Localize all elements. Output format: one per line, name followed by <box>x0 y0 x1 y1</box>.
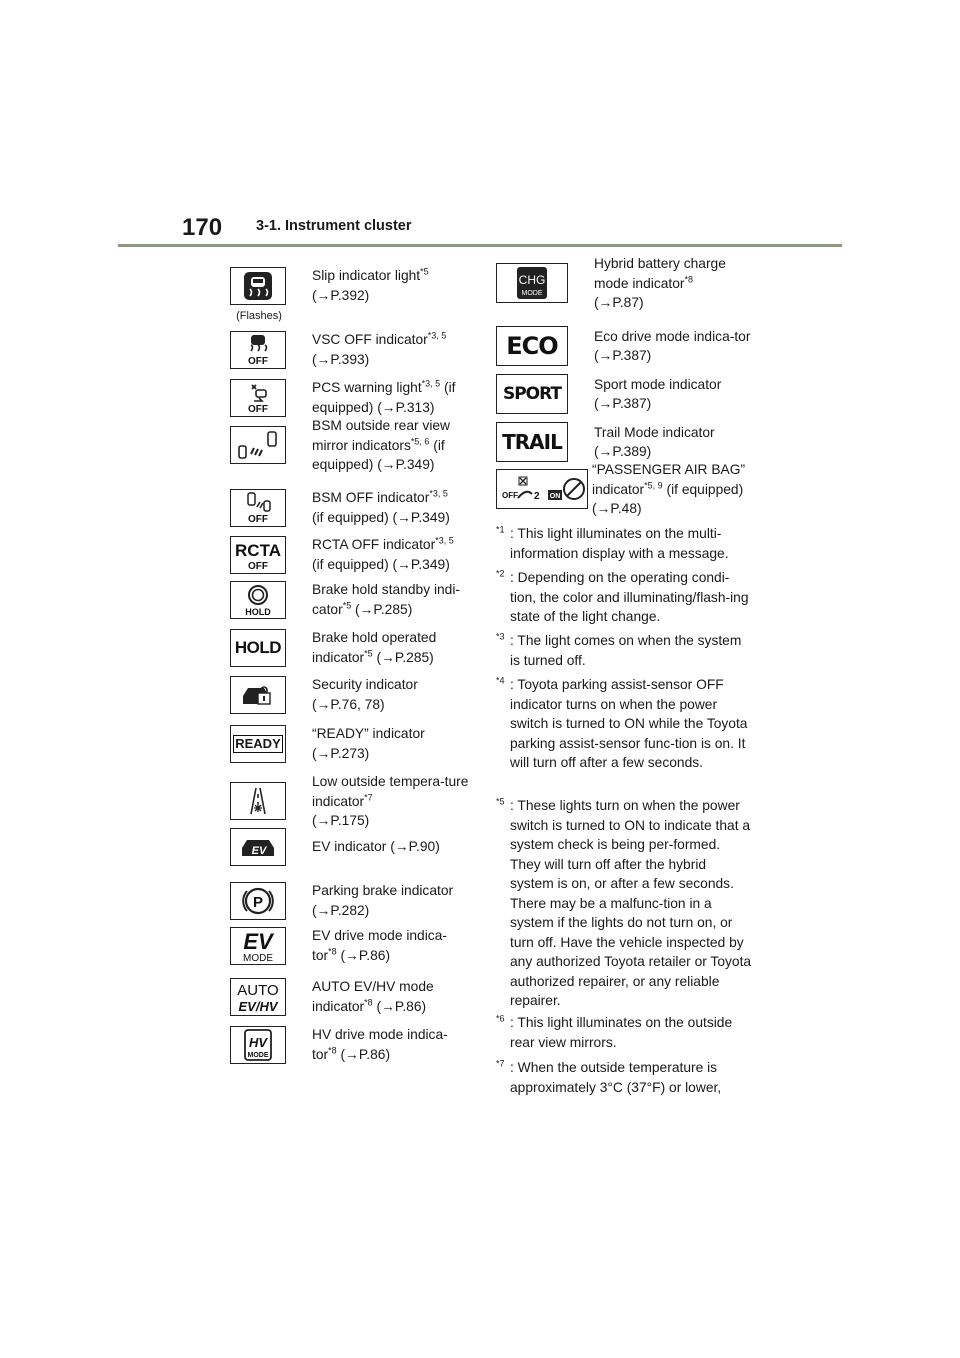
off-label: OFF <box>248 355 268 367</box>
indicator-row-trail <box>496 422 752 462</box>
footnote: $^{*3}$ : The light comes on when the system is turned off. <box>496 631 742 668</box>
sport-icon <box>496 374 568 414</box>
footnote: $^{*2}$ : Depending on the operating condi-tion, the color and illuminating/flash-ing state of the light change. <box>496 568 749 624</box>
rcta-label: RCTA <box>235 540 281 560</box>
indicator-row-passenger-airbag <box>496 460 758 519</box>
pcs-warning-icon <box>230 379 286 417</box>
ev-label: EV <box>251 845 267 857</box>
indicator-desc: Sport mode indicator (→P.387) <box>594 376 722 411</box>
on-label: ON <box>549 493 561 501</box>
indicator-row-slip <box>230 266 470 322</box>
ev-label: EV <box>243 928 273 954</box>
indicator-row-auto-evhv <box>230 977 470 1016</box>
indicator-row-eco <box>496 326 752 366</box>
mode-label: MODE <box>243 952 273 964</box>
footnote: $^{*7}$ : When the outside temperature is approximately 3°C (37°F) or lower, <box>496 1058 722 1095</box>
auto-label: AUTO <box>237 981 279 999</box>
indicator-desc: HV drive mode indica-tor$^{*8}$ (→P.86) <box>312 1027 448 1062</box>
off-label: OFF <box>502 491 518 501</box>
indicator-desc: AUTO EV/HV mode indicator$^{*8}$ (→P.86) <box>312 979 434 1014</box>
low-temp-icon <box>230 782 286 820</box>
trail-icon <box>496 422 568 462</box>
footnote: $^{*6}$ : This light illuminates on the outside rear view mirrors. <box>496 1013 733 1050</box>
bsm-off-icon <box>230 489 286 527</box>
indicator-row-rcta-off <box>230 535 470 574</box>
hv-mode-icon <box>230 1026 286 1064</box>
indicator-row-chg-mode <box>496 254 752 313</box>
indicator-desc: VSC OFF indicator$^{*3, 5}$ (→P.393) <box>312 330 447 367</box>
footnote: $^{*1}$ : This light illuminates on the multi-information display with a message. <box>496 524 729 561</box>
vsc-off-icon <box>230 331 286 369</box>
eco-icon <box>496 326 568 366</box>
page-number: 170 <box>182 214 223 241</box>
ev-mode-icon <box>230 927 286 965</box>
indicator-row-security <box>230 675 470 714</box>
brake-hold-standby-icon <box>230 581 286 619</box>
svg-text:2: 2 <box>534 491 540 503</box>
footnote: $^{*5}$ : These lights turn on when the power switch is turned to ON to indicate that a system check is being per-formed. They will turn off after the hybrid system is on, or after a few seconds. There may be a malfunc-tion in a system if the lights do not turn on, or turn off. Have the vehicle inspected by any authorized Toyota retailer or Toyota authorized repairer, or any reliable repairer. <box>496 796 752 1008</box>
off-label: OFF <box>248 513 268 525</box>
indicator-row-brake-hold-standby <box>230 580 470 619</box>
indicator-row-ready <box>230 724 470 763</box>
indicator-row-bsm-off <box>230 488 470 527</box>
indicator-desc: Brake hold operated indicator$^{*5}$ (→P.285) <box>312 630 437 665</box>
indicator-row-vsc-off <box>230 330 470 369</box>
trail-label: TRAIL <box>502 430 562 454</box>
indicator-desc: BSM outside rear view mirror indicators$^{*5, 6}$ (if equipped) (→P.349) <box>312 418 451 472</box>
indicator-desc: “READY” indicator (→P.273) <box>312 726 425 761</box>
indicator-row-bsm-mirror <box>230 416 470 475</box>
indicator-row-hold <box>230 628 470 667</box>
indicator-desc: Low outside tempera-ture indicator$^{*7}$ (→P.175) <box>312 774 469 828</box>
mode-label: MODE <box>521 290 543 298</box>
security-indicator-icon <box>230 676 286 714</box>
hv-label: HV <box>248 1034 268 1050</box>
indicator-desc: BSM OFF indicator$^{*3, 5}$ (if equipped) (→P.349) <box>312 488 450 525</box>
indicator-row-hv-mode <box>230 1025 470 1064</box>
indicator-desc: Parking brake indicator (→P.282) <box>312 883 454 918</box>
ready-icon <box>230 725 286 763</box>
indicator-desc: PCS warning light$^{*3, 5}$ (if equipped) (→P.313) <box>312 378 456 415</box>
p-label: P <box>252 893 264 911</box>
indicator-desc: EV indicator (→P.90) <box>312 839 440 855</box>
hold-label: HOLD <box>245 606 271 617</box>
indicator-desc: EV drive mode indica-tor$^{*8}$ (→P.86) <box>312 928 447 963</box>
section-title: 3-1. Instrument cluster <box>256 218 412 234</box>
auto-evhv-icon <box>230 978 286 1016</box>
flashes-note: (Flashes) <box>236 309 282 322</box>
indicator-desc: Brake hold standby indi-cator$^{*5}$ (→P.285) <box>312 582 461 617</box>
off-label: OFF <box>248 560 268 572</box>
bsm-mirror-icon <box>230 426 286 464</box>
off-label: OFF <box>248 403 268 415</box>
chg-label: CHG <box>518 273 546 288</box>
indicator-row-pcs <box>230 378 470 417</box>
mode-label: MODE <box>247 1051 269 1059</box>
indicator-desc: RCTA OFF indicator$^{*3, 5}$ (if equipped) (→P.349) <box>312 535 454 572</box>
indicator-desc: Hybrid battery charge mode indicator$^{*8}$ (→P.87) <box>594 256 726 310</box>
slip-indicator-icon <box>230 267 286 322</box>
parking-brake-icon <box>230 882 286 920</box>
indicator-desc: Security indicator (→P.76, 78) <box>312 677 418 712</box>
ready-label: READY <box>235 735 281 751</box>
rcta-off-icon <box>230 536 286 574</box>
indicator-row-sport <box>496 374 752 414</box>
indicator-row-ev-mode <box>230 926 470 965</box>
eco-label: ECO <box>506 332 558 360</box>
hold-label: HOLD <box>234 637 282 657</box>
indicator-row-parking-brake <box>230 881 470 920</box>
hold-icon <box>230 629 286 667</box>
indicator-row-ev <box>230 828 470 866</box>
indicator-desc: Slip indicator light$^{*5}$ (→P.392) <box>312 266 429 303</box>
header-rule <box>118 244 842 247</box>
ev-indicator-icon <box>230 828 286 866</box>
footnote: $^{*4}$ : Toyota parking assist-sensor OFF indicator turns on when the power switch is turned to ON while the Toyota parking assist-sensor func-tion is on. It will turn off after a few seconds. <box>496 675 748 770</box>
chg-mode-icon <box>496 263 568 303</box>
sport-label: SPORT <box>502 384 562 404</box>
indicator-desc: “PASSENGER AIR BAG” indicator$^{*5, 9}$ (if equipped) (→P.48) <box>592 462 746 516</box>
passenger-airbag-icon <box>496 469 588 509</box>
indicator-desc: Eco drive mode indica-tor (→P.387) <box>594 328 751 363</box>
indicator-row-low-temp <box>230 772 470 831</box>
evhv-label: EV/HV <box>238 998 278 1014</box>
indicator-desc: Trail Mode indicator (→P.389) <box>594 424 715 459</box>
